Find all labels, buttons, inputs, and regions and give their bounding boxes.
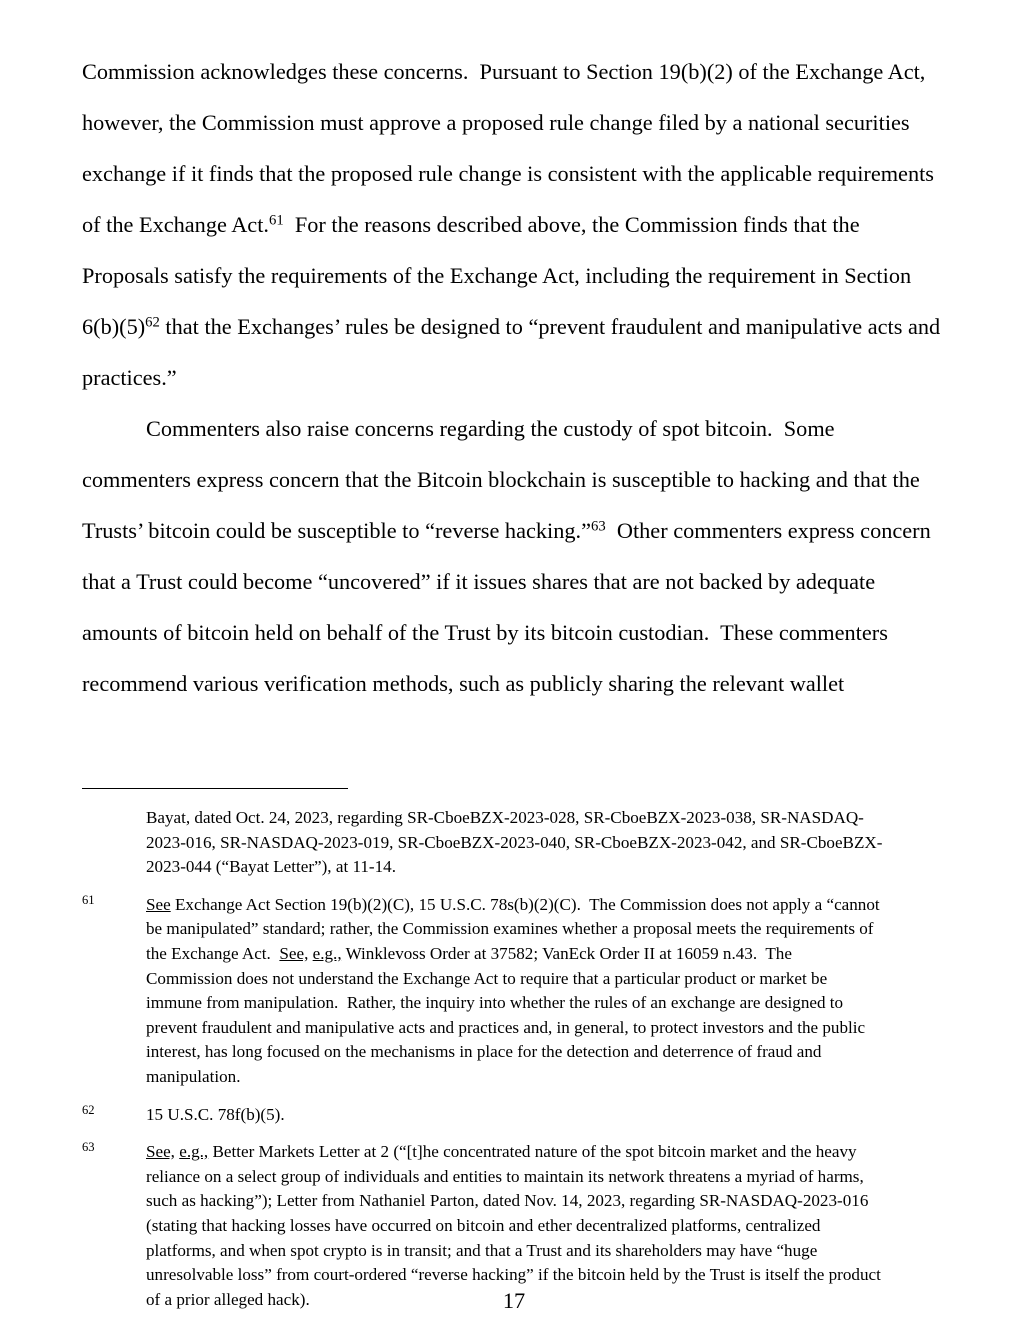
citation-signal: See, — [146, 1142, 175, 1162]
footnote-line: of a prior alleged hack). — [146, 1289, 310, 1309]
footnote-line: 2023-044 (“Bayat Letter”), at 11-14. — [146, 857, 396, 877]
footnote-continuation — [82, 806, 948, 880]
body-line: amounts of bitcoin held on behalf of the Trust by its bitcoin custodian. These commenters — [82, 620, 888, 645]
footnote-line — [146, 893, 948, 918]
footnote-line: Commission does not understand the Exchange Act to require that a particular product or market be — [146, 968, 828, 988]
footnote-body — [146, 1140, 948, 1312]
footnote-number: 62 — [82, 1102, 95, 1117]
footnote-line-text: Better Markets Letter at 2 (“[t]he concentrated nature of the spot bitcoin market and the heavy — [208, 1142, 857, 1162]
footnote-number: 63 — [82, 1140, 95, 1155]
body-line-with-footnote-ref — [82, 199, 948, 250]
footnote-line — [146, 1140, 948, 1165]
footnote-line-text: Exchange Act Section 19(b)(2)(C), 15 U.S.C. 78s(b)(2)(C). The Commission does not apply a “cannot — [170, 894, 880, 914]
footnote-ref-63[interactable]: 63 — [591, 518, 606, 535]
body-line-text: 6(b)(5) — [82, 314, 146, 339]
body-line-text: of the Exchange Act. — [82, 212, 269, 237]
body-line-text: Trusts’ bitcoin could be susceptible to “reverse hacking.” — [82, 518, 591, 543]
footnote-line: 15 U.S.C. 78f(b)(5). — [146, 1104, 285, 1124]
footnote-line: 2023-016, SR-NASDAQ-2023-019, SR-CboeBZX-2023-040, SR-CboeBZX-2023-042, and SR-CboeBZX- — [146, 832, 883, 852]
footnote-line: immune from manipulation. Rather, the inquiry into whether the rules of an exchange are designed to — [146, 993, 844, 1013]
footnotes-area — [82, 806, 948, 1325]
body-line: commenters express concern that the Bitcoin blockchain is susceptible to hacking and that the — [82, 467, 920, 492]
body-line-text: For the reasons described above, the Commission finds that the — [283, 212, 860, 237]
footnote-ref-62[interactable]: 62 — [145, 314, 160, 331]
footnote-line: such as hacking”); Letter from Nathaniel Parton, dated Nov. 14, 2023, regarding SR-NASDAQ-2023-016 — [146, 1191, 869, 1211]
body-text — [82, 46, 948, 709]
citation-signal: See, — [279, 943, 309, 963]
footnote-body — [146, 1103, 948, 1128]
citation-signal: e.g., — [312, 943, 342, 963]
body-line-text: that the Exchanges’ rules be designed to “prevent fraudulent and manipulative acts and — [159, 314, 941, 339]
footnote-line: be manipulated” standard; rather, the Commission examines whether a proposal meets the requirements of — [146, 919, 874, 939]
footnote-line — [146, 942, 948, 967]
citation-signal: e.g., — [179, 1142, 209, 1162]
footnote-line: interest, has long focused on the mechanisms in place for the detection and deterrence of fraud and — [146, 1042, 822, 1062]
body-line: however, the Commission must approve a proposed rule change filed by a national securities — [82, 110, 910, 135]
footnote-line: prevent fraudulent and manipulative acts and practices and, in general, to protect investors and the public — [146, 1017, 866, 1037]
body-line-with-footnote-ref — [82, 505, 948, 556]
footnote-63 — [82, 1140, 948, 1312]
footnote-line: manipulation. — [146, 1066, 241, 1086]
page-number: 17 — [502, 1288, 526, 1313]
footnote-line: unresolvable loss” from court-ordered “reverse hacking” if the bitcoin held by the Trust is itself the product — [146, 1265, 881, 1285]
body-line: exchange if it finds that the proposed rule change is consistent with the applicable requirements — [82, 161, 934, 186]
footnote-line: (stating that hacking losses have occurred on bitcoin and ether decentralized platforms, centralized — [146, 1215, 821, 1235]
body-line: that a Trust could become “uncovered” if it issues shares that are not backed by adequate — [82, 569, 876, 594]
footnote-body — [146, 893, 948, 1090]
footnote-ref-61[interactable]: 61 — [268, 212, 284, 229]
footnote-line: Bayat, dated Oct. 24, 2023, regarding SR-CboeBZX-2023-028, SR-CboeBZX-2023-038, SR-NASDAQ- — [146, 808, 864, 827]
footnote-separator-rule — [82, 788, 348, 789]
footnote-line-text: Winklevoss Order at 37582; VanEck Order II at 16059 n.43. The — [341, 943, 792, 963]
body-line-with-footnote-ref — [82, 301, 948, 352]
citation-signal: See — [146, 894, 171, 914]
footnote-number: 61 — [82, 892, 95, 907]
body-line-text: Other commenters express concern — [605, 518, 931, 543]
body-line: Commission acknowledges these concerns. Pursuant to Section 19(b)(2) of the Exchange Act, — [82, 59, 926, 84]
body-line: Commenters also raise concerns regarding the custody of spot bitcoin. Some — [146, 416, 835, 441]
footnote-body — [146, 806, 948, 880]
footnote-62 — [82, 1103, 948, 1128]
body-line: Proposals satisfy the requirements of the Exchange Act, including the requirement in Section — [82, 263, 912, 288]
body-line: practices.” — [82, 365, 177, 390]
footnote-line: reliance on a select group of individuals and entities to maintain its network threatens a myriad of harms, — [146, 1166, 864, 1186]
body-line: recommend various verification methods, such as publicly sharing the relevant wallet — [82, 671, 845, 696]
footnote-line-text: the Exchange Act. — [146, 943, 280, 963]
footnote-61 — [82, 893, 948, 1090]
footnote-line: platforms, and when spot crypto is in transit; and that a Trust and its shareholders may have “huge — [146, 1240, 818, 1260]
